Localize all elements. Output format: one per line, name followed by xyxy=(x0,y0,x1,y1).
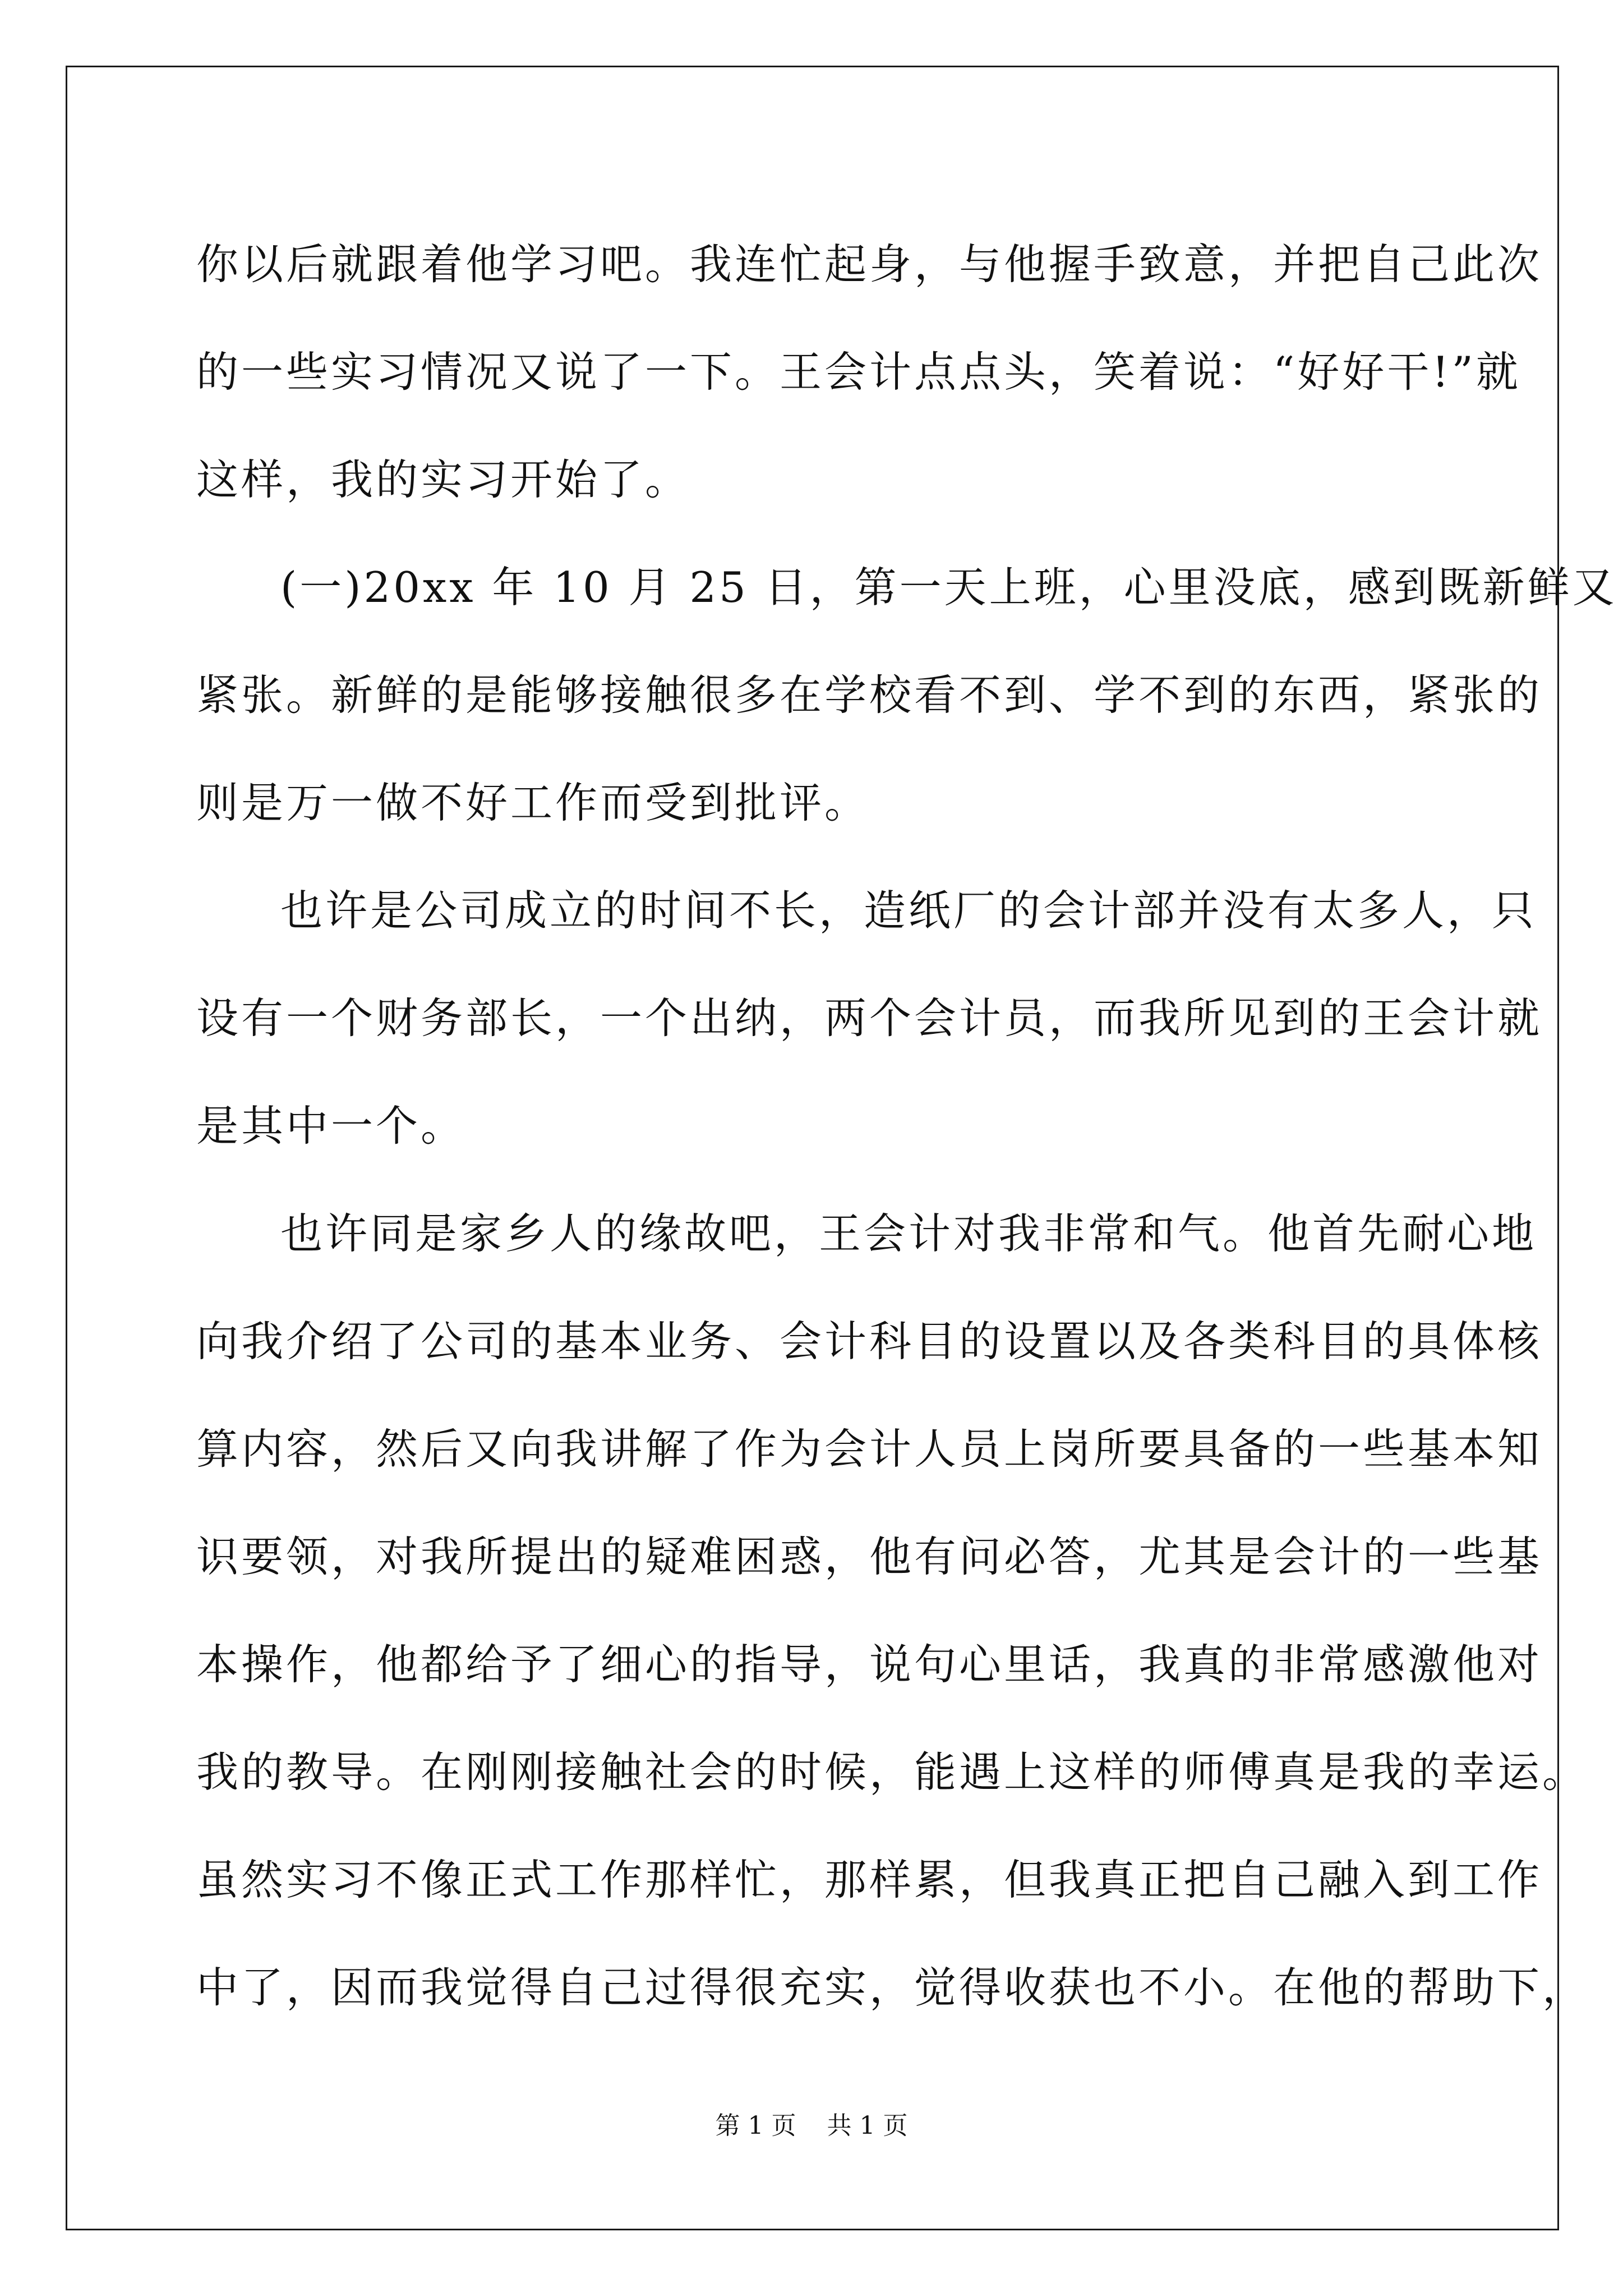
page-number: 第 1 页 xyxy=(715,2111,796,2140)
text-line: 我的教导。在刚刚接触社会的时候，能遇上这样的师傅真是我的幸运。 xyxy=(196,1747,1588,1797)
text-line: (一)20xx 年 10 月 25 日，第一天上班，心里没底，感到既新鲜又 xyxy=(280,563,1617,612)
document-body xyxy=(196,210,1617,2041)
text-line: 虽然实习不像正式工作那样忙，那样累，但我真正把自己融入到工作 xyxy=(196,1855,1543,1904)
text-line: 的一些实习情况又说了一下。王会计点点头，笑着说：“好好干!”就 xyxy=(196,347,1521,397)
text-line: 算内容，然后又向我讲解了作为会计人员上岗所要具备的一些基本知 xyxy=(196,1424,1543,1474)
page-footer xyxy=(0,2109,1623,2143)
text-line: 本操作，他都给予了细心的指导，说句心里话，我真的非常感激他对 xyxy=(196,1640,1543,1689)
text-line: 也许是公司成立的时间不长，造纸厂的会计部并没有太多人，只 xyxy=(280,886,1537,935)
text-line: 设有一个财务部长，一个出纳，两个会计员，而我所见到的王会计就 xyxy=(196,993,1543,1043)
text-line: 识要领，对我所提出的疑难困惑，他有问必答，尤其是会计的一些基 xyxy=(196,1532,1543,1581)
text-line: 则是万一做不好工作而受到批评。 xyxy=(196,778,870,827)
text-line: 紧张。新鲜的是能够接触很多在学校看不到、学不到的东西，紧张的 xyxy=(196,670,1543,720)
page-total: 共 1 页 xyxy=(827,2111,908,2140)
text-line: 你以后就跟着他学习吧。我连忙起身，与他握手致意，并把自己此次 xyxy=(196,240,1543,289)
text-line: 向我介绍了公司的基本业务、会计科目的设置以及各类科目的具体核 xyxy=(196,1317,1543,1366)
text-line: 中了，因而我觉得自己过得很充实，觉得收获也不小。在他的帮助下， xyxy=(196,1963,1588,2012)
text-line: 也许同是家乡人的缘故吧，王会计对我非常和气。他首先耐心地 xyxy=(280,1209,1537,1258)
text-line: 是其中一个。 xyxy=(196,1101,466,1151)
text-line: 这样，我的实习开始了。 xyxy=(196,455,690,504)
